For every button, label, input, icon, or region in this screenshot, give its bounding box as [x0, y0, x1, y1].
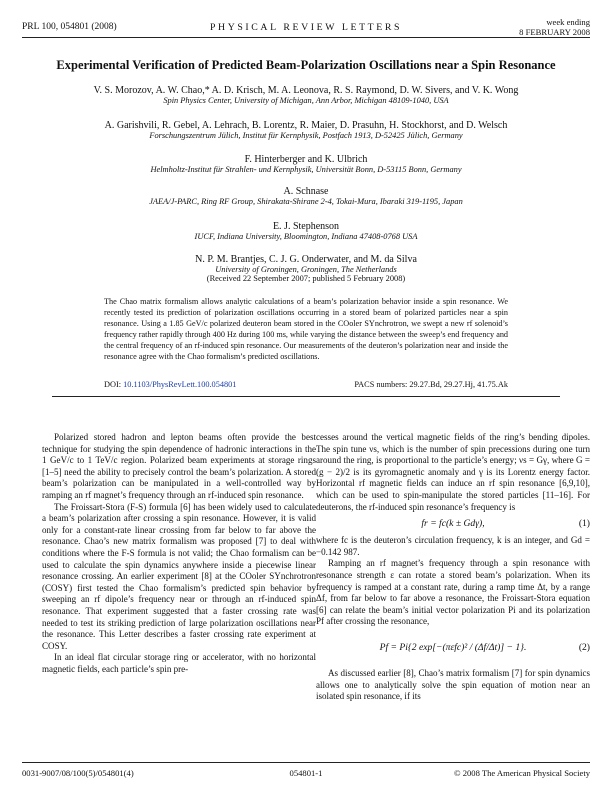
doi-link[interactable]: 10.1103/PhysRevLett.100.054801 [123, 380, 237, 389]
right-column [316, 432, 590, 703]
paragraph: The Froissart-Stora (F-S) formula [6] has been widely used to calculate a beam’s polarization after crossing a spin resonance. However, it is valid only for a constant-rate linear crossing from far below to far above the resonance. Chao’s new matrix formalism was proposed [7] to deal with conditions where the F-S formula is not valid; the Chao formalism can be used to calculate the spin dynamics anywhere inside a piecewise linear resonance crossing. An earlier experiment [8] at the COoler SYnchrotron (COSY) first tested the Chao formalism’s predicted spin behavior by sweeping an rf dipole’s frequency near or through an rf-induced spin resonance. That experiment suggested that a faster crossing rate was needed to test its striking prediction of large polarization oscillations near the resonance. This Letter describes a faster crossing rate experiment at COSY. [42, 501, 316, 651]
authors: A. Schnase [283, 186, 329, 197]
equation-2 [316, 628, 590, 668]
paragraph: cesses around the vertical magnetic fields of the ring’s bending dipoles. The spin tune νs, which is the number of spin precessions during one turn around the ring, is proportional to the particle’s energy; νs = Gγ, where G = (g − 2)/2 is its gyromagnetic anomaly and γ is its Lorentz energy factor. Horizontal rf magnetic fields can induce an rf spin resonance [6,9,10], which can be used to spin-manipulate the stored particles [11–16]. For deuterons, the rf-induced spin resonance’s frequency is [316, 432, 590, 512]
paragraph: Polarized stored hadron and lepton beams often provide the best technique for studying the spin dependence of hadronic interactions in the 1 GeV/c to 1 TeV/c region. Polarized beam experiments at storage rings [1–5] need the ability to precisely control the beam’s polarization. A stored beam’s polarization can be manipulated in a well-controlled way by ramping an rf magnet’s frequency through an rf-induced spin resonance. [42, 432, 316, 500]
doi-label: DOI: [104, 380, 122, 389]
header-rule [22, 37, 590, 38]
author-group-4 [30, 186, 582, 206]
copyright: © 2008 The American Physical Society [454, 768, 590, 778]
author-group-2 [30, 120, 582, 140]
journal-name: PHYSICAL REVIEW LETTERS [209, 22, 403, 33]
date-label: 8 FEBRUARY 2008 [519, 27, 590, 37]
affiliation: Forschungszentrum Jülich, Institut für Kernphysik, Postfach 1913, D-52425 Jülich, Germany [149, 131, 463, 140]
affiliation: IUCF, Indiana University, Bloomington, Indiana 47408-0768 USA [194, 232, 418, 241]
footer-rule [22, 762, 590, 763]
doi-line [104, 380, 508, 389]
authors: V. S. Morozov, A. W. Chao,* A. D. Krisch, M. A. Leonova, R. S. Raymond, D. W. Sivers, and V. K. Wong [93, 85, 519, 96]
affiliation: Helmholtz-Institut für Strahlen- und Kernphysik, Universität Bonn, D-53115 Bonn, Germany [150, 165, 462, 174]
authors: A. Garishvili, R. Gebel, A. Lehrach, B. Lorentz, R. Maier, D. Prasuhn, H. Stockhorst, and D. Welsch [104, 120, 508, 131]
affiliation: Spin Physics Center, University of Michigan, Ann Arbor, Michigan 48109-1040, USA [163, 96, 449, 105]
authors: E. J. Stephenson [272, 221, 340, 232]
author-group-5 [30, 221, 582, 241]
received-date: (Received 22 September 2007; published 5 February 2008) [206, 274, 406, 283]
paper-title: Experimental Verification of Predicted Beam-Polarization Oscillations near a Spin Resonance [56, 58, 556, 72]
author-group-6 [30, 254, 582, 283]
week-ending-label: week ending [546, 17, 590, 27]
issue-date [519, 17, 590, 37]
equation-1 [316, 513, 590, 535]
affiliation: JAEA/J-PARC, Ring RF Group, Shirakata-Shirane 2-4, Tokai-Mura, Ibaraki 319-1195, Japan [149, 197, 463, 206]
author-group-1 [30, 85, 582, 105]
paragraph: As discussed earlier [8], Chao’s matrix formalism [7] for spin dynamics allows one to analytically solve the spin equation of motion near an isolated spin resonance, if its [316, 667, 590, 702]
equation-2-body: Pf = Pi{2 exp[−(πεfc)² / (Δf/Δt)] − 1}. [379, 641, 527, 653]
authors: N. P. M. Brantjes, C. J. G. Onderwater, and M. da Silva [195, 254, 417, 265]
paragraph: In an ideal flat circular storage ring or accelerator, with no horizontal magnetic fields, each particle’s spin pre- [42, 652, 316, 674]
left-column [42, 432, 316, 675]
paragraph: where fc is the deuteron’s circulation frequency, k is an integer, and Gd = −0.142 987. [316, 535, 590, 557]
equation-2-number: (2) [578, 641, 590, 653]
abstract: The Chao matrix formalism allows analytic calculations of a beam’s polarization behavior inside a spin resonance. We recently tested its prediction of polarization oscillations occurring in a stored beam of polarized particles near a spin resonance. Using a 1.85 GeV/c polarized deuteron beam stored in the COoler SYnchrotron, we swept a new rf solenoid’s frequency rather rapidly through 400 Hz during 100 ms, while varying the distance between the sweep’s end frequency and the central frequency of an rf-induced spin resonance. Our measurements of the deuteron’s polarization near and inside the resonance agree with the Chao formalism’s predicted oscillations. [104, 297, 509, 362]
journal-ref: PRL 100, 054801 (2008) [22, 22, 117, 32]
affiliation: University of Groningen, Groningen, The Netherlands [215, 265, 397, 274]
paragraph: Ramping an rf magnet’s frequency through a spin resonance with resonance strength ε can rotate a stored beam’s polarization. When its frequency is ramped at a constant rate, during a ramp time Δt, by a range Δf, from far below to far above a resonance, the Froissart-Stora equation [6] can relate the beam’s initial vector polarization Pi and its polarization Pf after crossing the resonance, [316, 558, 590, 627]
authors: F. Hinterberger and K. Ulbrich [244, 154, 368, 165]
author-group-3 [30, 154, 582, 174]
equation-1-body: fr = fc(k ± Gdγ), [421, 518, 485, 530]
pacs-numbers: PACS numbers: 29.27.Bd, 29.27.Hj, 41.75.Ak [354, 380, 508, 389]
abstract-rule [52, 396, 560, 397]
footer-code: 0031-9007/08/100(5)/054801(4) [22, 768, 134, 778]
page-number: 054801-1 [289, 768, 323, 778]
equation-1-number: (1) [578, 518, 590, 530]
